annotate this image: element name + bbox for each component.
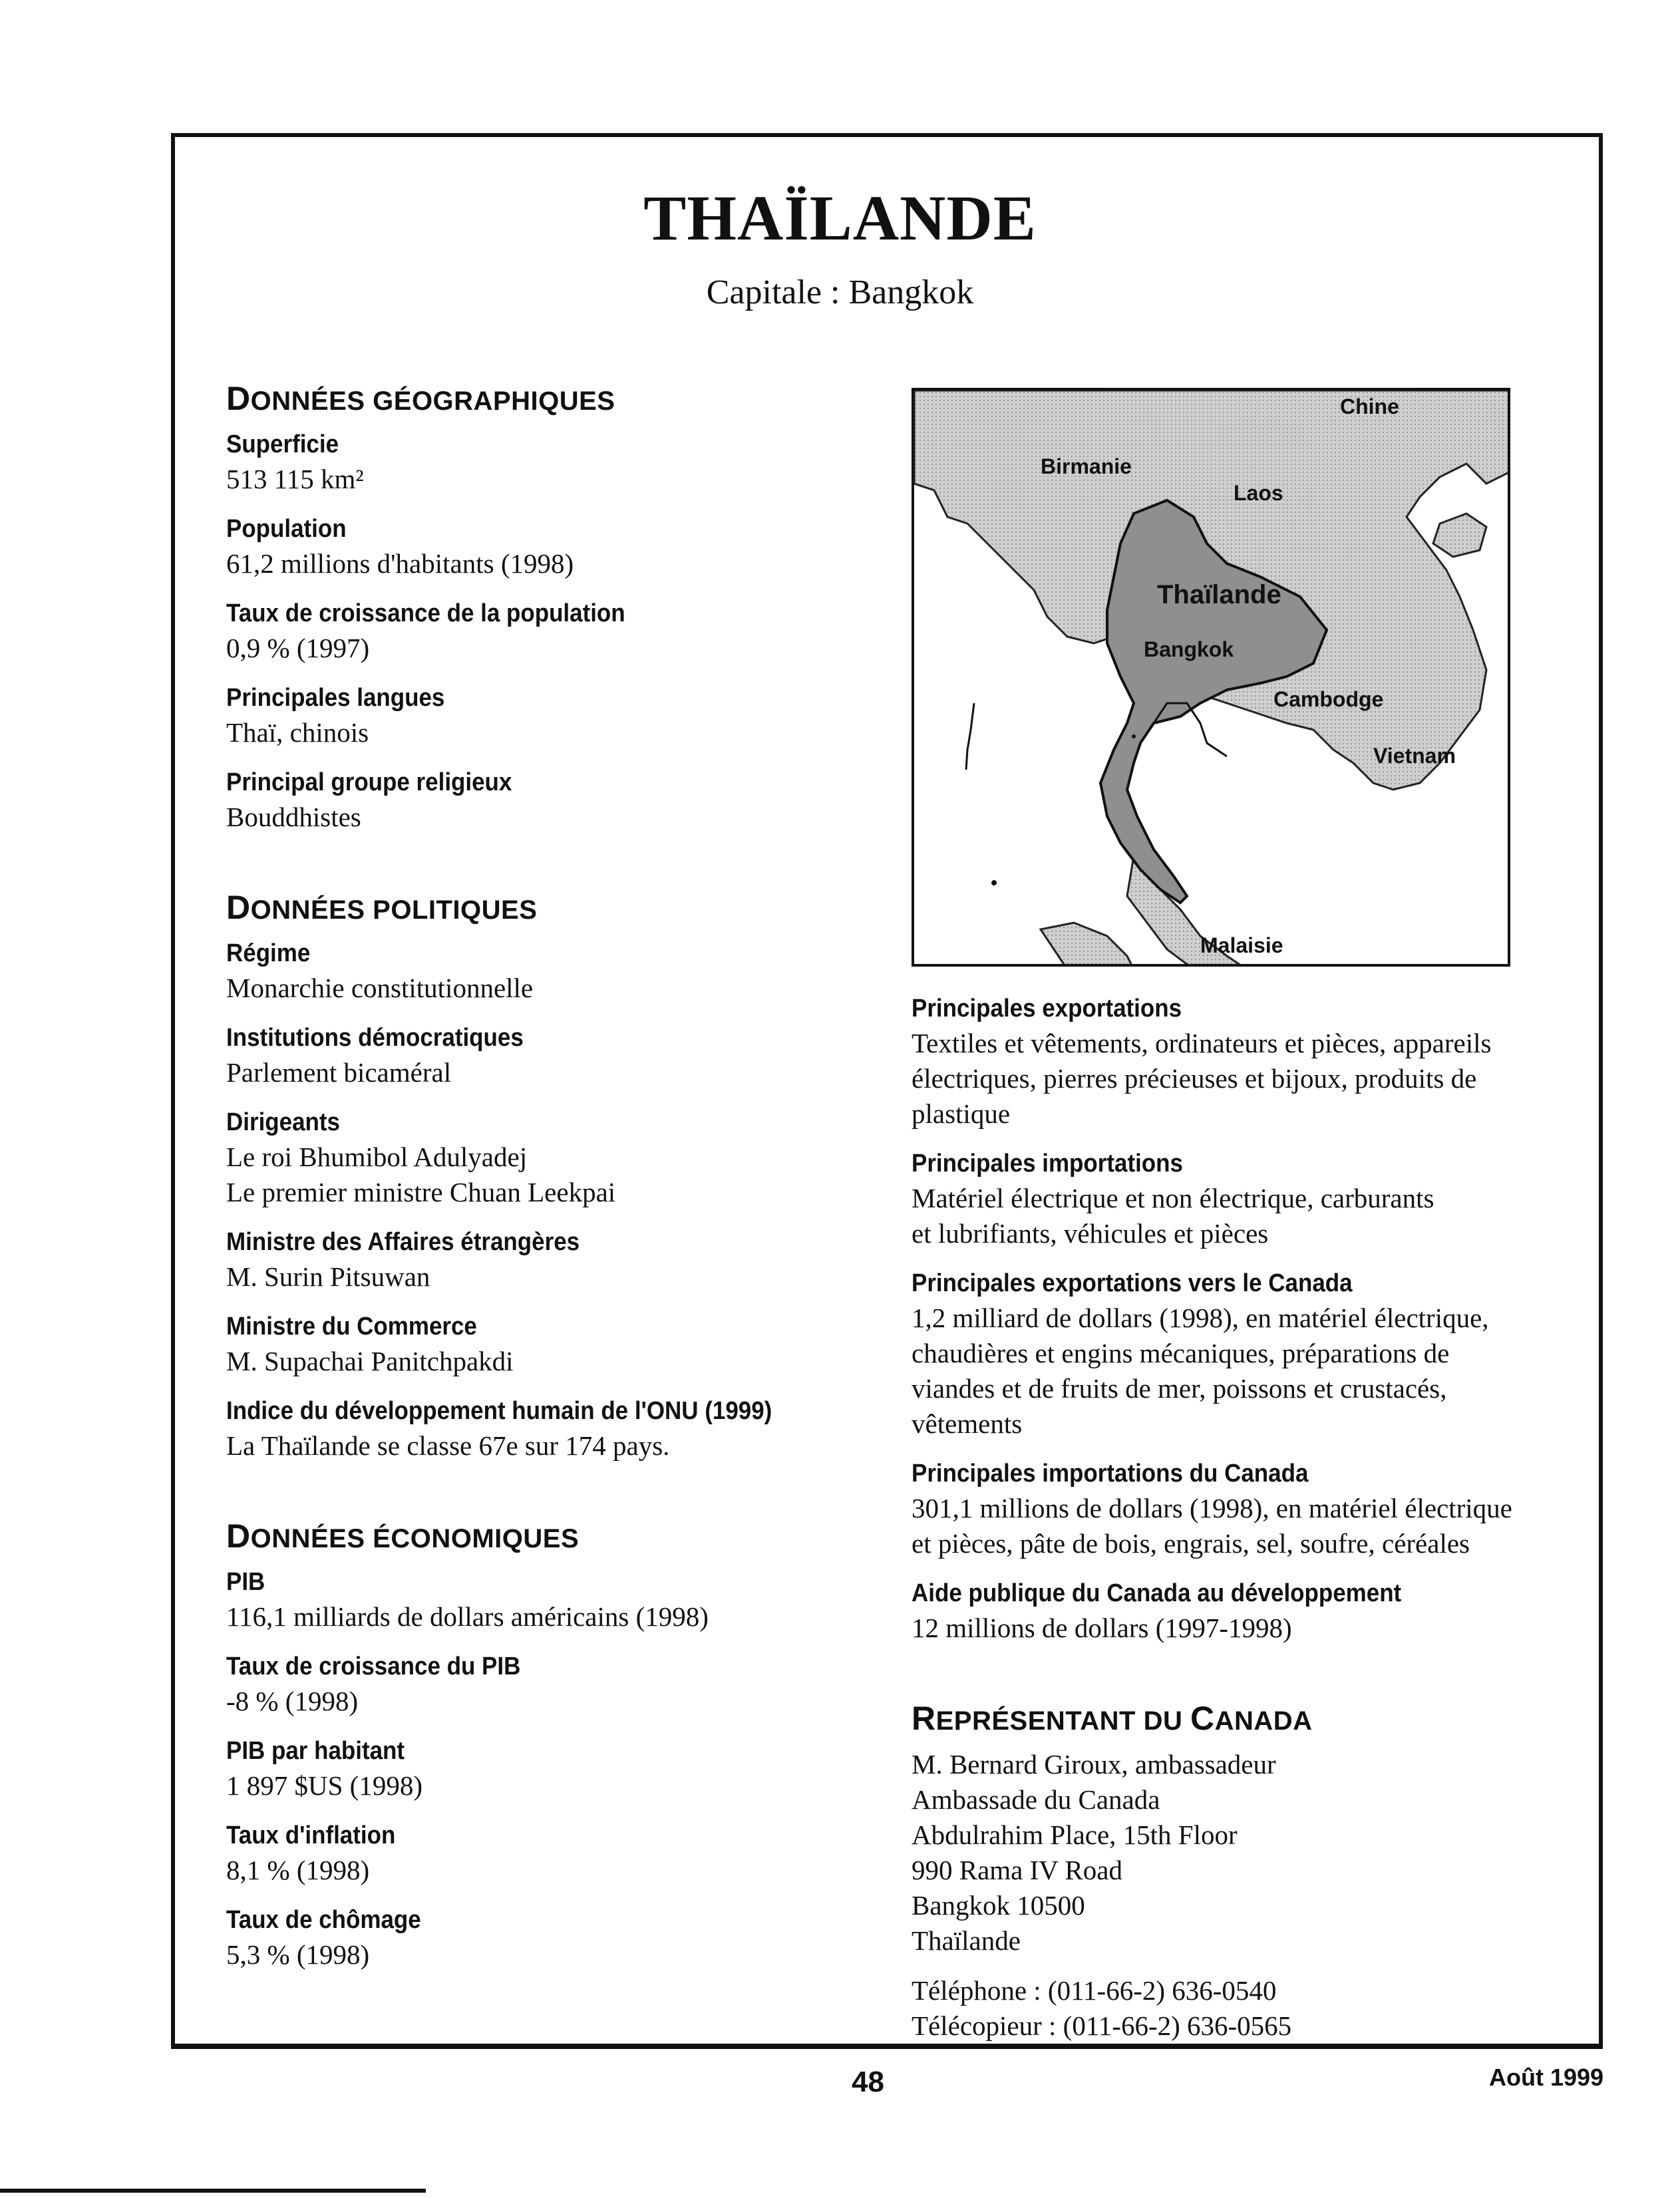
label-vietnam: Vietnam	[1373, 744, 1456, 768]
rep-heading: REPRÉSENTANT DU CANADA	[912, 1700, 1313, 1737]
label-laos: Laos	[1234, 481, 1283, 505]
label-malaysia: Malaisie	[1200, 933, 1283, 957]
publication-date: Août 1999	[1489, 2064, 1604, 2091]
rep-telephone: Téléphone : (011-66-2) 636-0540	[912, 1975, 1277, 2006]
capital-subtitle: Capitale : Bangkok	[706, 273, 974, 311]
rep-address: M. Bernard Giroux, ambassadeur Ambassade du Canada Abdulrahim Place, 15th Floor 990 Rama IV Road Bangkok 10500 Thaïlande	[912, 1749, 1276, 1956]
geo-field-population: Population 61,2 millions d'habitants (1998)	[226, 515, 574, 579]
label-bangkok: Bangkok	[1144, 637, 1234, 661]
pol-field-hdi: Indice du développement humain de l'ONU (1999) La Thaïlande se classe 67e sur 174 pays.	[226, 1397, 772, 1461]
geo-field-area: Superficie 513 115 km²	[226, 430, 364, 494]
pol-heading: DONNÉES POLITIQUES	[226, 889, 538, 926]
bottom-rule	[0, 2189, 426, 2193]
eco-field-gdp-per-capita: PIB par habitant 1 897 $US (1998)	[226, 1737, 422, 1801]
hainan-island	[1433, 514, 1486, 557]
label-cambodia: Cambodge	[1273, 687, 1384, 711]
eco-heading: DONNÉES ÉCONOMIQUES	[226, 1517, 580, 1555]
pol-field-foreign-minister: Ministre des Affaires étrangères M. Surin Pitsuwan	[226, 1228, 580, 1292]
pol-field-leaders: Dirigeants Le roi Bhumibol Adulyadej Le premier ministre Chuan Leekpai	[226, 1108, 616, 1207]
trade-field-exports: Principales exportations Textiles et vêtements, ordinateurs et pièces, appareils électriques, pierres précieuses et bijoux, produits de plastique	[912, 995, 1492, 1129]
eco-field-inflation: Taux d'inflation 8,1 % (1998)	[226, 1821, 396, 1885]
trade-field-imports-canada: Principales importations du Canada 301,1 millions de dollars (1998), en matériel électrique et pièces, pâte de bois, engrais, sel, soufre, céréales	[912, 1460, 1512, 1559]
geo-field-languages: Principales langues Thaï, chinois	[226, 684, 445, 748]
trade-field-aid: Aide publique du Canada au développement 12 millions de dollars (1997-1998)	[912, 1579, 1402, 1643]
region-map	[912, 388, 1510, 967]
small-island	[991, 880, 997, 885]
rep-fax: Télécopieur : (011-66-2) 636-0565	[912, 2010, 1292, 2041]
label-china: Chine	[1340, 394, 1399, 418]
rep-contact	[912, 1973, 1590, 2044]
eco-field-gdp-growth: Taux de croissance du PIB -8 % (1998)	[226, 1652, 521, 1716]
pol-field-commerce-minister: Ministre du Commerce M. Supachai Panitchpakdi	[226, 1313, 514, 1376]
andaman-island	[966, 703, 974, 770]
pol-field-institutions: Institutions démocratiques Parlement bicaméral	[226, 1024, 524, 1088]
eco-field-gdp: PIB 116,1 milliards de dollars américains (1998)	[226, 1568, 709, 1632]
small-island	[1132, 734, 1136, 738]
label-thailand: Thaïlande	[1157, 580, 1281, 609]
pol-field-regime: Régime Monarchie constitutionnelle	[226, 939, 534, 1003]
eco-field-unemployment: Taux de chômage 5,3 % (1998)	[226, 1906, 421, 1970]
sumatra-landmass	[1041, 923, 1134, 967]
geo-field-growth: Taux de croissance de la population 0,9 % (1997)	[226, 599, 625, 663]
trade-field-exports-canada: Principales exportations vers le Canada 1,2 milliard de dollars (1998), en matériel électrique, chaudières et engins mécaniques, préparations de viandes et de fruits de mer, poissons et crustacés, vêtements	[912, 1269, 1489, 1439]
trade-field-imports: Principales importations Matériel électrique et non électrique, carburants et lubrifiants, véhicules et pièces	[912, 1150, 1434, 1249]
label-burma: Birmanie	[1041, 454, 1132, 478]
geo-heading: DONNÉES GÉOGRAPHIQUES	[226, 380, 615, 417]
geo-field-religion: Principal groupe religieux Bouddhistes	[226, 768, 512, 832]
map-svg	[914, 391, 1510, 967]
page-number: 48	[852, 2066, 884, 2098]
right-column	[912, 991, 1590, 2044]
left-column	[226, 379, 892, 1987]
page-title: THAÏLANDE	[643, 182, 1037, 253]
